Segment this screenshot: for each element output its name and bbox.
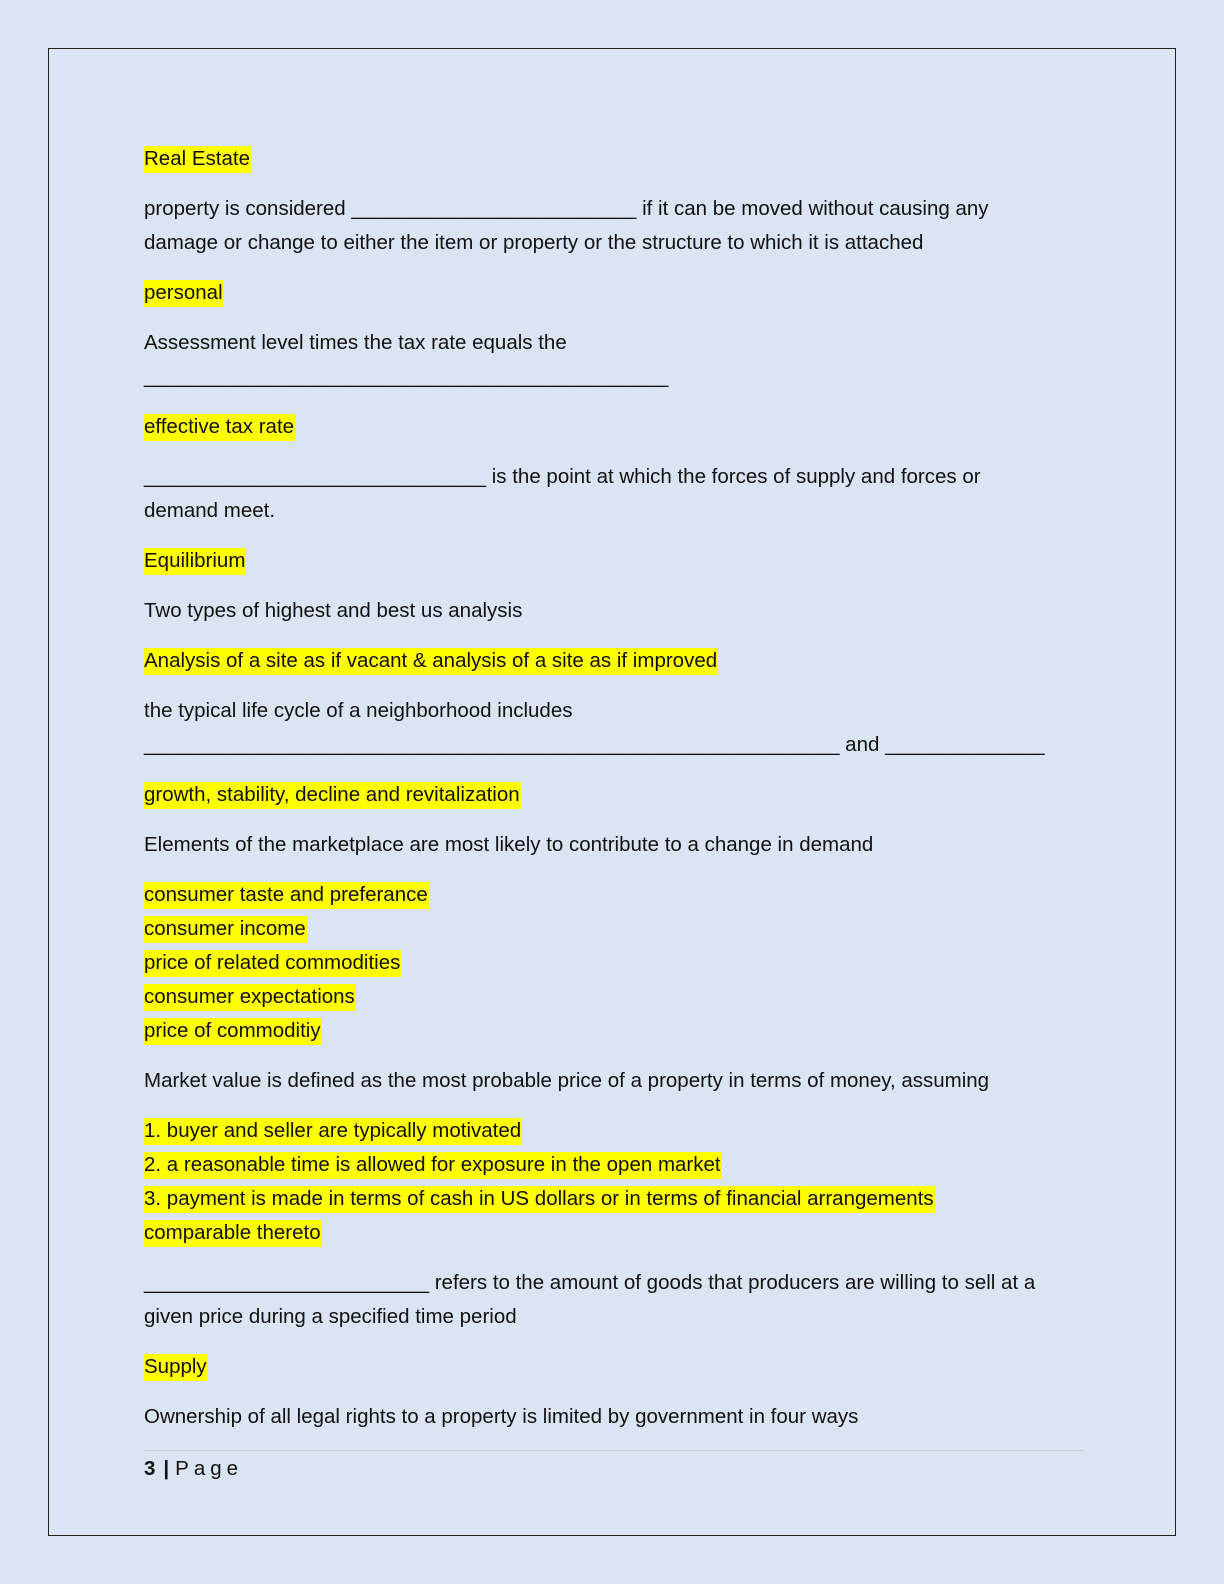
page-number: 3 (144, 1457, 156, 1480)
question-line: Assessment level times the tax rate equals the (144, 331, 567, 354)
question-1 (144, 192, 1084, 260)
answer-1 (144, 276, 1084, 310)
answer-line: Supply (144, 1354, 208, 1381)
answer-4 (144, 644, 1084, 678)
document-body (144, 142, 1084, 1434)
question-7 (144, 1064, 1084, 1098)
question-5 (144, 694, 1084, 762)
answer-line: consumer income (144, 916, 307, 943)
question-6 (144, 828, 1084, 862)
page-footer (144, 1452, 243, 1486)
question-line: ______________________________ is the point at which the forces of supply and forces or (144, 465, 981, 488)
answer-6 (144, 878, 1084, 1048)
question-line: damage or change to either the item or property or the structure to which it is attached (144, 231, 924, 254)
footer-divider (144, 1450, 1084, 1451)
question-line: Ownership of all legal rights to a property is limited by government in four ways (144, 1405, 859, 1428)
answer-8 (144, 1350, 1084, 1384)
document-heading: Real Estate (144, 146, 251, 173)
answer-line: consumer taste and preferance (144, 882, 429, 909)
question-line: Elements of the marketplace are most likely to contribute to a change in demand (144, 833, 874, 856)
answer-line: growth, stability, decline and revitalization (144, 782, 521, 809)
answer-line: comparable thereto (144, 1220, 322, 1247)
question-2 (144, 326, 1084, 394)
answer-line: 2. a reasonable time is allowed for exposure in the open market (144, 1152, 722, 1179)
answer-line: Analysis of a site as if vacant & analysis of a site as if improved (144, 648, 718, 675)
question-line: the typical life cycle of a neighborhood includes (144, 699, 573, 722)
answer-line: personal (144, 280, 224, 307)
answer-2 (144, 410, 1084, 444)
question-line: Market value is defined as the most probable price of a property in terms of money, assuming (144, 1069, 990, 1092)
question-line: Two types of highest and best us analysis (144, 599, 523, 622)
answer-line: Equilibrium (144, 548, 246, 575)
question-line: ______________________________________________ (144, 365, 669, 388)
question-line: demand meet. (144, 499, 276, 522)
answer-line: price of related commodities (144, 950, 401, 977)
answer-line: 1. buyer and seller are typically motivated (144, 1118, 522, 1145)
question-3 (144, 460, 1084, 528)
question-line: property is considered _________________________ if it can be moved without causing any (144, 197, 989, 220)
question-line: given price during a specified time period (144, 1305, 517, 1328)
footer-separator: | (163, 1457, 170, 1480)
answer-line: consumer expectations (144, 984, 356, 1011)
answer-line: 3. payment is made in terms of cash in US dollars or in terms of financial arrangements (144, 1186, 935, 1213)
question-line: _________________________ refers to the amount of goods that producers are willing to sell at a (144, 1271, 1036, 1294)
answer-3 (144, 544, 1084, 578)
question-4 (144, 594, 1084, 628)
heading-block (144, 142, 1084, 176)
answer-line: price of commoditiy (144, 1018, 322, 1045)
answer-7 (144, 1114, 1084, 1250)
question-8 (144, 1266, 1084, 1334)
page-word: Page (175, 1457, 244, 1480)
question-line: _____________________________________________________________ and ______________ (144, 733, 1045, 756)
answer-5 (144, 778, 1084, 812)
answer-line: effective tax rate (144, 414, 295, 441)
question-9 (144, 1400, 1084, 1434)
